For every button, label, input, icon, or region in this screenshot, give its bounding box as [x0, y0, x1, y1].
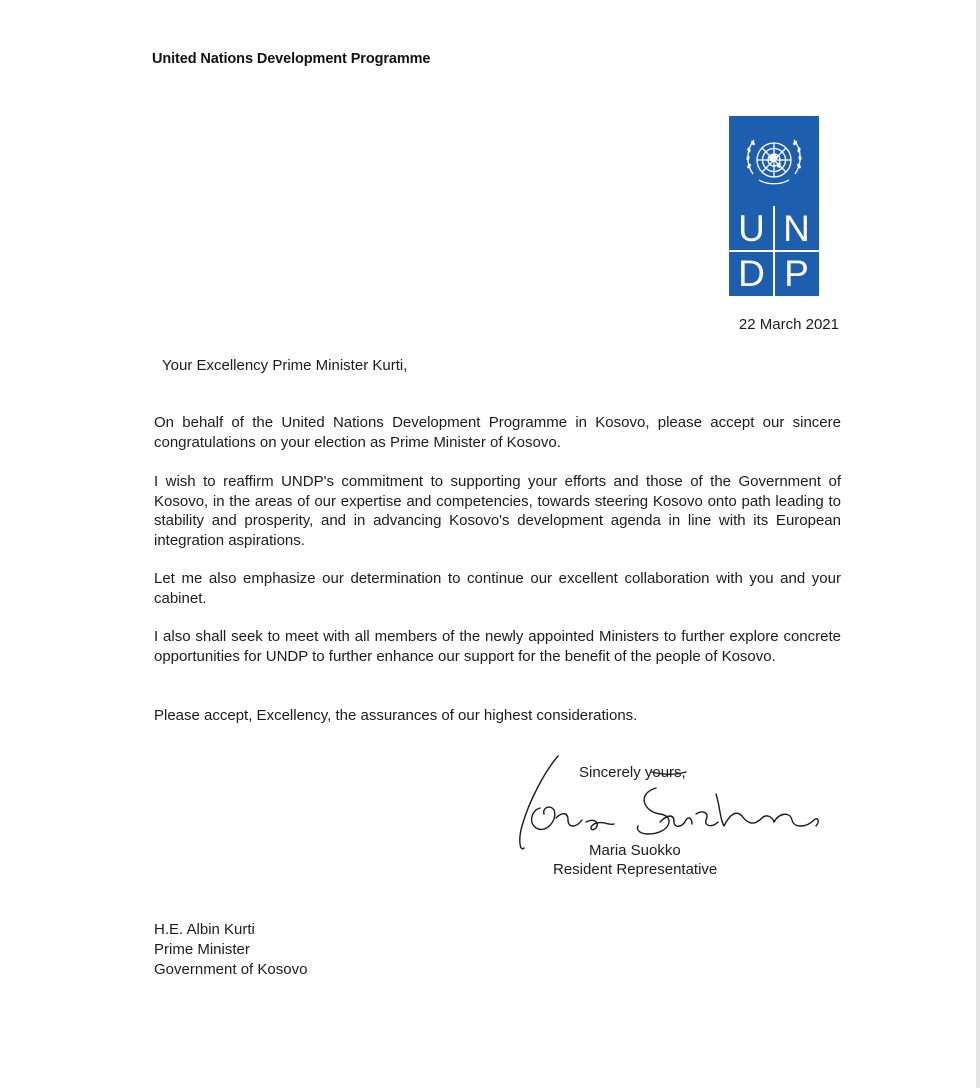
organization-header: United Nations Development Programme — [152, 51, 431, 67]
body-paragraph: Please accept, Excellency, the assurances of our highest considerations. — [154, 707, 638, 724]
closing-line: Sincerely yours, — [579, 764, 686, 781]
page-edge — [976, 0, 980, 1088]
un-emblem-icon — [729, 116, 819, 206]
logo-letter-grid — [729, 206, 819, 296]
logo-letter-p: P — [784, 253, 809, 294]
salutation: Your Excellency Prime Minister Kurti, — [162, 357, 408, 374]
signer-name: Maria Suokko — [589, 842, 681, 859]
addressee-organization: Government of Kosovo — [154, 961, 308, 978]
logo-letter-n: N — [783, 208, 810, 249]
logo-divider-vertical — [773, 206, 775, 296]
body-paragraph: On behalf of the United Nations Development Programme in Kosovo, please accept our sincere congratulations on your election as Prime Minister of Kosovo. — [154, 414, 841, 451]
addressee-position: Prime Minister — [154, 941, 250, 958]
addressee-block — [154, 920, 307, 980]
signer-title: Resident Representative — [553, 861, 718, 878]
logo-letter-u: U — [738, 208, 765, 249]
letter-date: 22 March 2021 — [738, 316, 839, 333]
body-paragraph: I also shall seek to meet with all members of the newly appointed Ministers to further explore concrete opportunities for UNDP to further enhance our support for the benefit of the people of Kosovo. — [154, 628, 841, 665]
body-paragraph: I wish to reaffirm UNDP's commitment to supporting your efforts and those of the Government of Kosovo, in the areas of our expertise and competencies, towards steering Kosovo onto path leading to stability and prosperity, and in advancing Kosovo's development agenda in line with its European integration aspirations. — [154, 473, 841, 549]
logo-letter-d: D — [738, 253, 765, 294]
undp-logo — [729, 116, 819, 296]
body-paragraph: Let me also emphasize our determination to continue our excellent collaboration with you and your cabinet. — [154, 570, 841, 607]
addressee-name: H.E. Albin Kurti — [154, 921, 255, 938]
